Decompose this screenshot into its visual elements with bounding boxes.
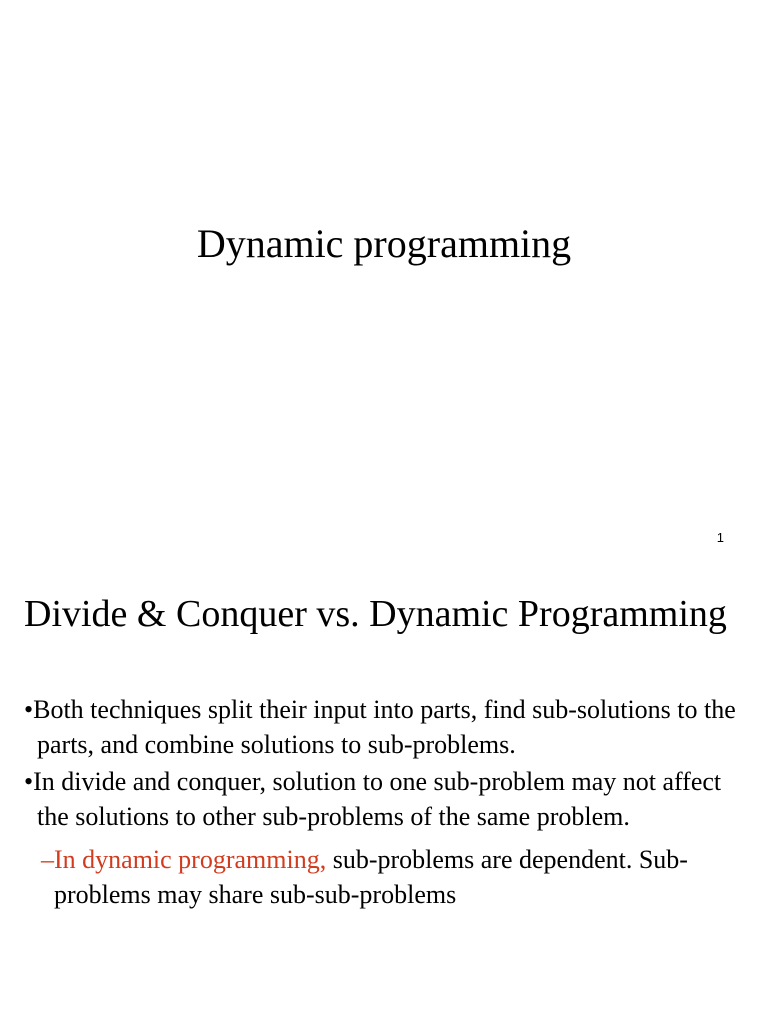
bullet-text: Both techniques split their input into parts, find sub-solutions to the parts, and combine solutions to sub-problems. — [33, 695, 736, 759]
sub-bullet-highlight: In dynamic programming, — [54, 845, 327, 874]
slide-number: 1 — [716, 530, 724, 545]
slide-title: Dynamic programming — [196, 221, 572, 266]
sub-bullet-item — [24, 836, 744, 912]
bullet-item — [24, 764, 744, 834]
sub-bullet-text: sub-problems are dependent. Sub-problems may share sub-sub-problems — [54, 845, 688, 909]
slide-2 — [0, 560, 768, 1024]
slide-heading: Divide & Conquer vs. Dynamic Programming — [24, 593, 727, 635]
sub-bullet-marker: – — [41, 845, 54, 874]
bullet-text: In divide and conquer, solution to one sub-problem may not affect the solutions to other sub-problems of the same problem. — [33, 767, 722, 831]
bullet-list — [24, 692, 744, 912]
bullet-item — [24, 692, 744, 762]
bullet-marker: • — [24, 695, 34, 724]
bullet-marker: • — [24, 767, 34, 796]
